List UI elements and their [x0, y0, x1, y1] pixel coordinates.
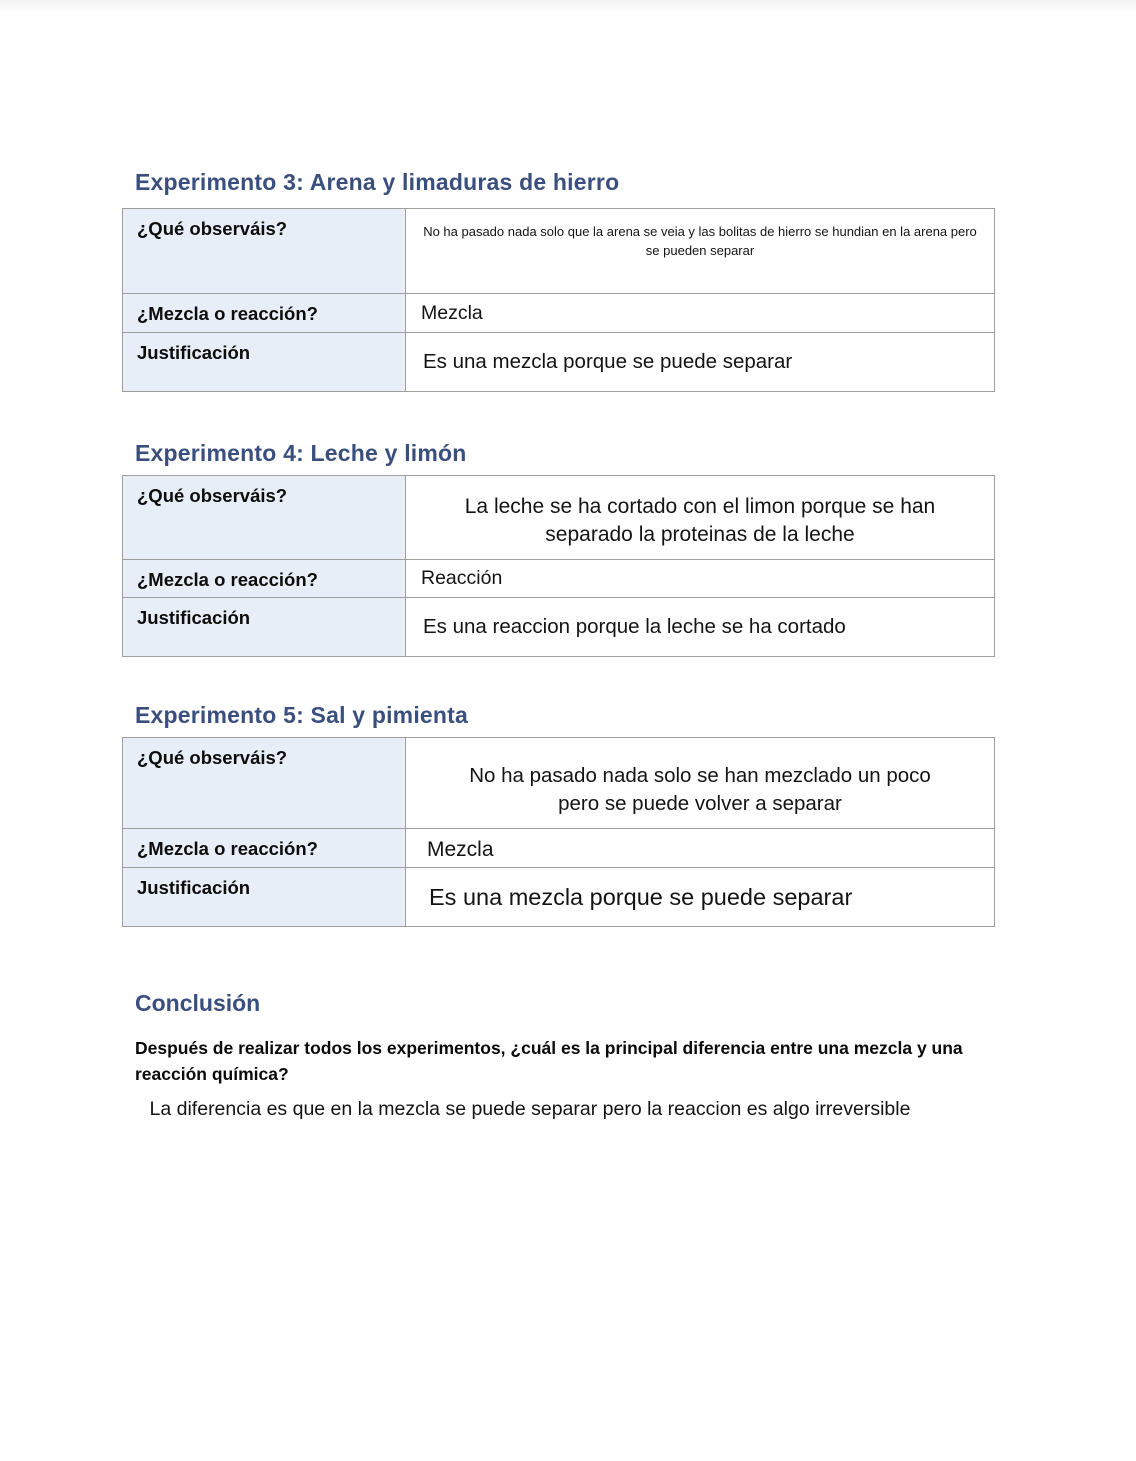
row-value-observacion: La leche se ha cortado con el limon porque se han separado la proteinas de la leche	[406, 476, 995, 560]
table-row	[123, 560, 995, 598]
table-row	[123, 868, 995, 927]
table-row	[123, 476, 995, 560]
row-label-mezcla-o-reaccion: ¿Mezcla o reacción?	[123, 294, 406, 333]
section-heading-experimento-4: Experimento 4: Leche y limón	[135, 440, 467, 466]
table-row	[123, 294, 995, 333]
row-value-mezcla-o-reaccion: Mezcla	[406, 294, 995, 333]
experimento-4-table	[122, 475, 995, 657]
row-label-justificacion: Justificación	[123, 868, 406, 927]
row-value-mezcla-o-reaccion: Mezcla	[406, 829, 995, 868]
table-row	[123, 598, 995, 657]
page-top-shadow	[0, 0, 1136, 12]
conclusion-answer: La diferencia es que en la mezcla se puede separar pero la reaccion es algo irreversible	[149, 1098, 911, 1120]
row-label-que-observais: ¿Qué observáis?	[123, 209, 406, 294]
row-value-justificacion: Es una reaccion porque la leche se ha cortado	[406, 598, 995, 657]
section-heading-experimento-3: Experimento 3: Arena y limaduras de hierro	[135, 169, 620, 195]
row-value-justificacion: Es una mezcla porque se puede separar	[406, 333, 995, 392]
row-value-justificacion: Es una mezcla porque se puede separar	[406, 868, 995, 927]
section-heading-experimento-5: Experimento 5: Sal y pimienta	[135, 702, 469, 728]
row-label-que-observais: ¿Qué observáis?	[123, 476, 406, 560]
row-value-mezcla-o-reaccion: Reacción	[406, 560, 995, 598]
experimento-3-table	[122, 208, 995, 392]
row-label-mezcla-o-reaccion: ¿Mezcla o reacción?	[123, 560, 406, 598]
row-label-que-observais: ¿Qué observáis?	[123, 738, 406, 829]
table-row	[123, 209, 995, 294]
table-row	[123, 738, 995, 829]
row-label-justificacion: Justificación	[123, 598, 406, 657]
row-label-justificacion: Justificación	[123, 333, 406, 392]
table-row	[123, 333, 995, 392]
conclusion-question: Después de realizar todos los experimentos, ¿cuál es la principal diferencia entre una mezcla y una reacción química?	[135, 1038, 963, 1084]
table-row	[123, 829, 995, 868]
experimento-5-table	[122, 737, 995, 927]
conclusion-heading: Conclusión	[135, 990, 261, 1016]
row-value-observacion: No ha pasado nada solo que la arena se veia y las bolitas de hierro se hundian en la arena pero se pueden separar	[406, 209, 995, 294]
row-label-mezcla-o-reaccion: ¿Mezcla o reacción?	[123, 829, 406, 868]
row-value-observacion: No ha pasado nada solo se han mezclado un poco pero se puede volver a separar	[406, 738, 995, 829]
